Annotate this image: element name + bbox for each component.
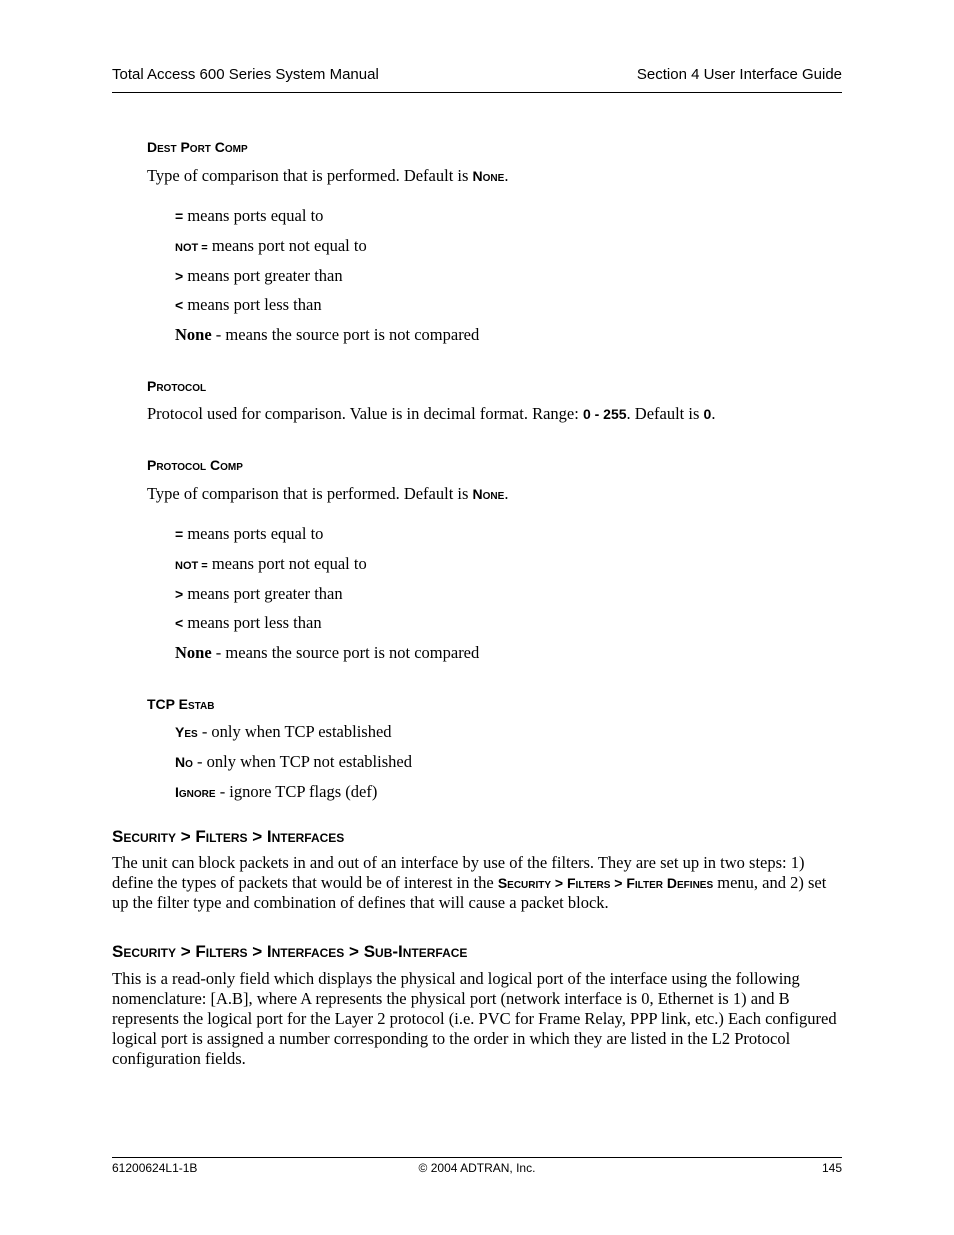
tcp-estab-option: Ignore - ignore TCP flags (def) <box>175 782 378 801</box>
dest-port-comp-option: < means port less than <box>175 295 322 314</box>
protocol-comp-option: None - means the source port is not compared <box>175 643 480 662</box>
footer-page-number: 145 <box>821 1161 842 1175</box>
protocol-comp-default: None <box>472 486 505 502</box>
filter-defines-menu-ref: Security > Filters > Filter Defines <box>497 875 714 891</box>
protocol-comp-option: = means ports equal to <box>175 524 324 543</box>
protocol-comp-heading: Protocol Comp <box>147 457 243 473</box>
sub-interface-heading: Security > Filters > Interfaces > Sub-Interface <box>112 942 468 961</box>
page-footer <box>112 1157 842 1178</box>
interfaces-heading: Security > Filters > Interfaces <box>112 827 345 846</box>
header-section-title: Section 4 User Interface Guide <box>636 66 842 83</box>
protocol-description: Protocol used for comparison. Value is in decimal format. Range: 0 - 255. Default is 0. <box>147 404 716 423</box>
dest-port-comp-option: > means port greater than <box>175 266 343 285</box>
footer-copyright: © 2004 ADTRAN, Inc. <box>418 1161 536 1175</box>
dest-port-comp-option: NOT = means port not equal to <box>175 236 367 255</box>
protocol-heading: Protocol <box>147 378 207 394</box>
dest-port-comp-default: None <box>472 168 505 184</box>
protocol-comp-option: NOT = means port not equal to <box>175 554 367 573</box>
interfaces-body: The unit can block packets in and out of an interface by use of the filters. They are set up in two steps: 1) define the types of packets that would be of interest in the Security > Filters > Filter Defines menu, and 2) set up the filter type and combination of defines that will cause a packet block. <box>112 853 827 912</box>
dest-port-comp-description: Type of comparison that is performed. Default is None. <box>147 166 509 185</box>
tcp-estab-option: Yes - only when TCP established <box>175 722 392 741</box>
protocol-default: 0 <box>703 406 712 422</box>
dest-port-comp-heading: Dest Port Comp <box>147 139 248 155</box>
protocol-comp-option: > means port greater than <box>175 584 343 603</box>
protocol-comp-description: Type of comparison that is performed. Default is None. <box>147 484 509 503</box>
protocol-range: 0 - 255 <box>582 406 627 422</box>
protocol-comp-option: < means port less than <box>175 613 322 632</box>
dest-port-comp-option: None - means the source port is not compared <box>175 325 480 344</box>
tcp-estab-option: No - only when TCP not established <box>175 752 412 771</box>
sub-interface-body: This is a read-only field which displays the physical and logical port of the interface using the following nomenclature: [A.B], where A represents the physical port (network interface is 0, Ethernet is 1) and B represents the logical port for the Layer 2 protocol (i.e. PVC for Frame Relay, PPP link, etc.) Each configured logical port is assigned a number corresponding to the order in which they are listed in the L2 Protocol configuration fields. <box>112 969 837 1068</box>
dest-port-comp-option: = means ports equal to <box>175 206 324 225</box>
tcp-estab-heading: TCP Estab <box>147 696 215 712</box>
page-header <box>112 64 842 93</box>
footer-doc-number: 61200624L1-1B <box>112 1161 198 1175</box>
header-manual-title: Total Access 600 Series System Manual <box>112 66 379 83</box>
